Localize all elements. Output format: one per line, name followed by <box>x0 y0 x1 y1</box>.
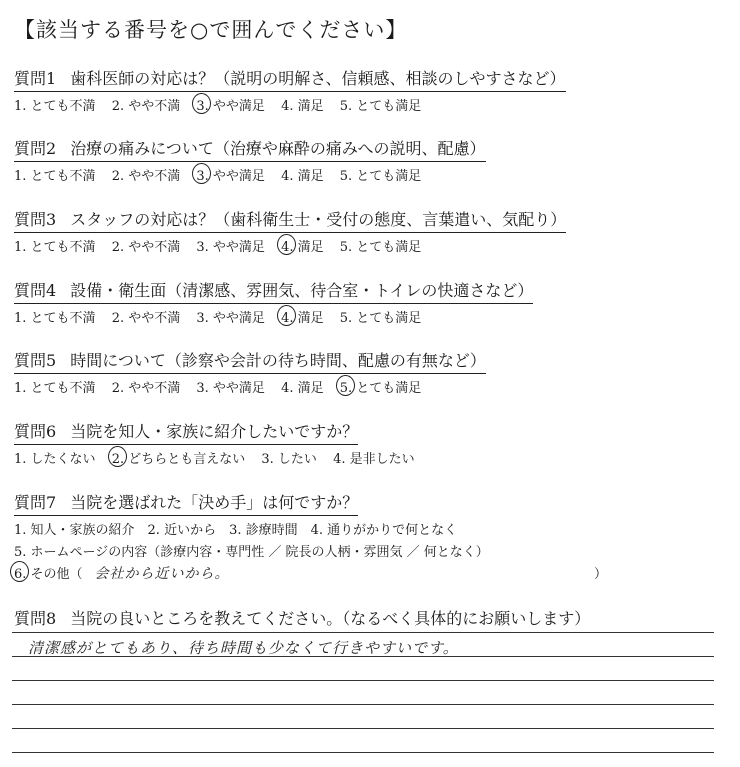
option-2[interactable]: 2. やや不満 <box>111 311 181 326</box>
option-3[interactable]: 3. やや満足 <box>196 240 265 255</box>
option-3-selected[interactable]: 3. やや満足 <box>196 95 265 114</box>
other-line <box>14 563 726 583</box>
question-4 <box>14 278 533 326</box>
question-3 <box>14 207 566 255</box>
options-line-1[interactable]: 1. 知人・家族の紹介 2. 近いから 3. 診療時間 4. 通りがかりで何となく <box>14 523 458 538</box>
option-1[interactable]: 1. したくない <box>14 452 96 467</box>
question-heading <box>14 606 590 631</box>
question-heading <box>14 207 566 233</box>
option-1[interactable]: 1. とても不満 <box>14 169 96 184</box>
option-6-selected[interactable]: 6. その他（ <box>14 563 83 582</box>
question-number: 質問4 <box>14 281 57 300</box>
options <box>14 236 566 255</box>
question-1 <box>14 66 566 114</box>
options <box>14 377 486 396</box>
question-heading <box>14 278 533 304</box>
option-2[interactable]: 2. やや不満 <box>111 169 181 184</box>
option-3-selected[interactable]: 3. やや満足 <box>196 165 265 184</box>
option-1[interactable]: 1. とても不満 <box>14 240 96 255</box>
option-5[interactable]: 5. とても満足 <box>339 240 422 255</box>
question-number: 質問2 <box>14 139 57 158</box>
option-4-selected[interactable]: 4. 満足 <box>281 236 324 255</box>
option-1[interactable]: 1. とても不満 <box>14 381 96 396</box>
question-7 <box>14 490 726 583</box>
option-2[interactable]: 2. やや不満 <box>111 99 181 114</box>
option-3[interactable]: 3. やや満足 <box>196 311 265 326</box>
option-4-selected[interactable]: 4. 満足 <box>281 307 324 326</box>
question-text: 治療の痛みについて（治療や麻酔の痛みへの説明、配慮） <box>70 139 486 158</box>
answer-line-5 <box>12 728 714 729</box>
option-1[interactable]: 1. とても不満 <box>14 311 96 326</box>
option-4[interactable]: 4. 満足 <box>281 381 324 396</box>
option-2[interactable]: 2. やや不満 <box>111 381 181 396</box>
question-number: 質問8 <box>14 609 57 628</box>
option-5-selected[interactable]: 5. とても満足 <box>340 377 422 396</box>
options <box>14 95 566 114</box>
option-4[interactable]: 4. 満足 <box>281 99 324 114</box>
options <box>14 448 427 467</box>
answer-line-2 <box>12 656 714 657</box>
option-4[interactable]: 4. 満足 <box>281 169 324 184</box>
answer-line-4 <box>12 704 714 705</box>
question-text: スタッフの対応は？（歯科衛生士・受付の態度、言葉遣い、気配り） <box>70 210 567 229</box>
question-2 <box>14 136 486 184</box>
free-answer-handwritten[interactable]: 清潔感がとてもあり、待ち時間も少なくて行きやすいです。 <box>28 639 459 657</box>
option-2-selected[interactable]: 2. どちらとも言えない <box>112 448 246 467</box>
option-5[interactable]: 5. とても満足 <box>339 99 422 114</box>
question-number: 質問5 <box>14 351 57 370</box>
option-4[interactable]: 4. 是非したい <box>333 452 415 467</box>
question-text: 当院の良いところを教えてください。（なるべく具体的にお願いします） <box>70 609 591 628</box>
question-heading <box>14 419 358 445</box>
answer-line-3 <box>12 680 714 681</box>
question-heading <box>14 136 486 162</box>
page-title: 【該当する番号を○で囲んでください】 <box>14 18 408 42</box>
question-text: 当院を選ばれた「決め手」は何ですか？ <box>70 493 359 512</box>
close-paren: ） <box>594 567 608 582</box>
question-number: 質問7 <box>14 493 57 512</box>
option-3[interactable]: 3. したい <box>261 452 317 467</box>
question-text: 時間について（診察や会計の待ち時間、配慮の有無など） <box>70 351 486 370</box>
option-5[interactable]: 5. とても満足 <box>339 311 422 326</box>
question-text: 設備・衛生面（清潔感、雰囲気、待合室・トイレの快適さなど） <box>70 281 534 300</box>
question-heading <box>14 348 486 374</box>
question-5 <box>14 348 486 396</box>
question-heading <box>14 490 358 516</box>
options <box>14 165 486 184</box>
answer-line-6 <box>12 752 714 753</box>
question-heading <box>14 66 566 92</box>
answer-line-1 <box>12 632 714 633</box>
question-number: 質問3 <box>14 210 57 229</box>
option-3[interactable]: 3. やや満足 <box>196 381 265 396</box>
question-text: 当院を知人・家族に紹介したいですか？ <box>70 422 359 441</box>
option-1[interactable]: 1. とても不満 <box>14 99 96 114</box>
question-6 <box>14 419 427 467</box>
question-text: 歯科医師の対応は？（説明の明解さ、信頼感、相談のしやすさなど） <box>70 69 566 88</box>
options-line-2[interactable]: 5. ホームページの内容（診療内容・専門性 ／ 院長の人柄・雰囲気 ／ 何となく） <box>14 545 489 560</box>
options <box>14 307 533 326</box>
other-answer-handwritten[interactable]: 会社から近いから。 <box>94 566 230 582</box>
question-number: 質問6 <box>14 422 57 441</box>
option-5[interactable]: 5. とても満足 <box>339 169 422 184</box>
question-number: 質問1 <box>14 69 57 88</box>
option-2[interactable]: 2. やや不満 <box>111 240 181 255</box>
